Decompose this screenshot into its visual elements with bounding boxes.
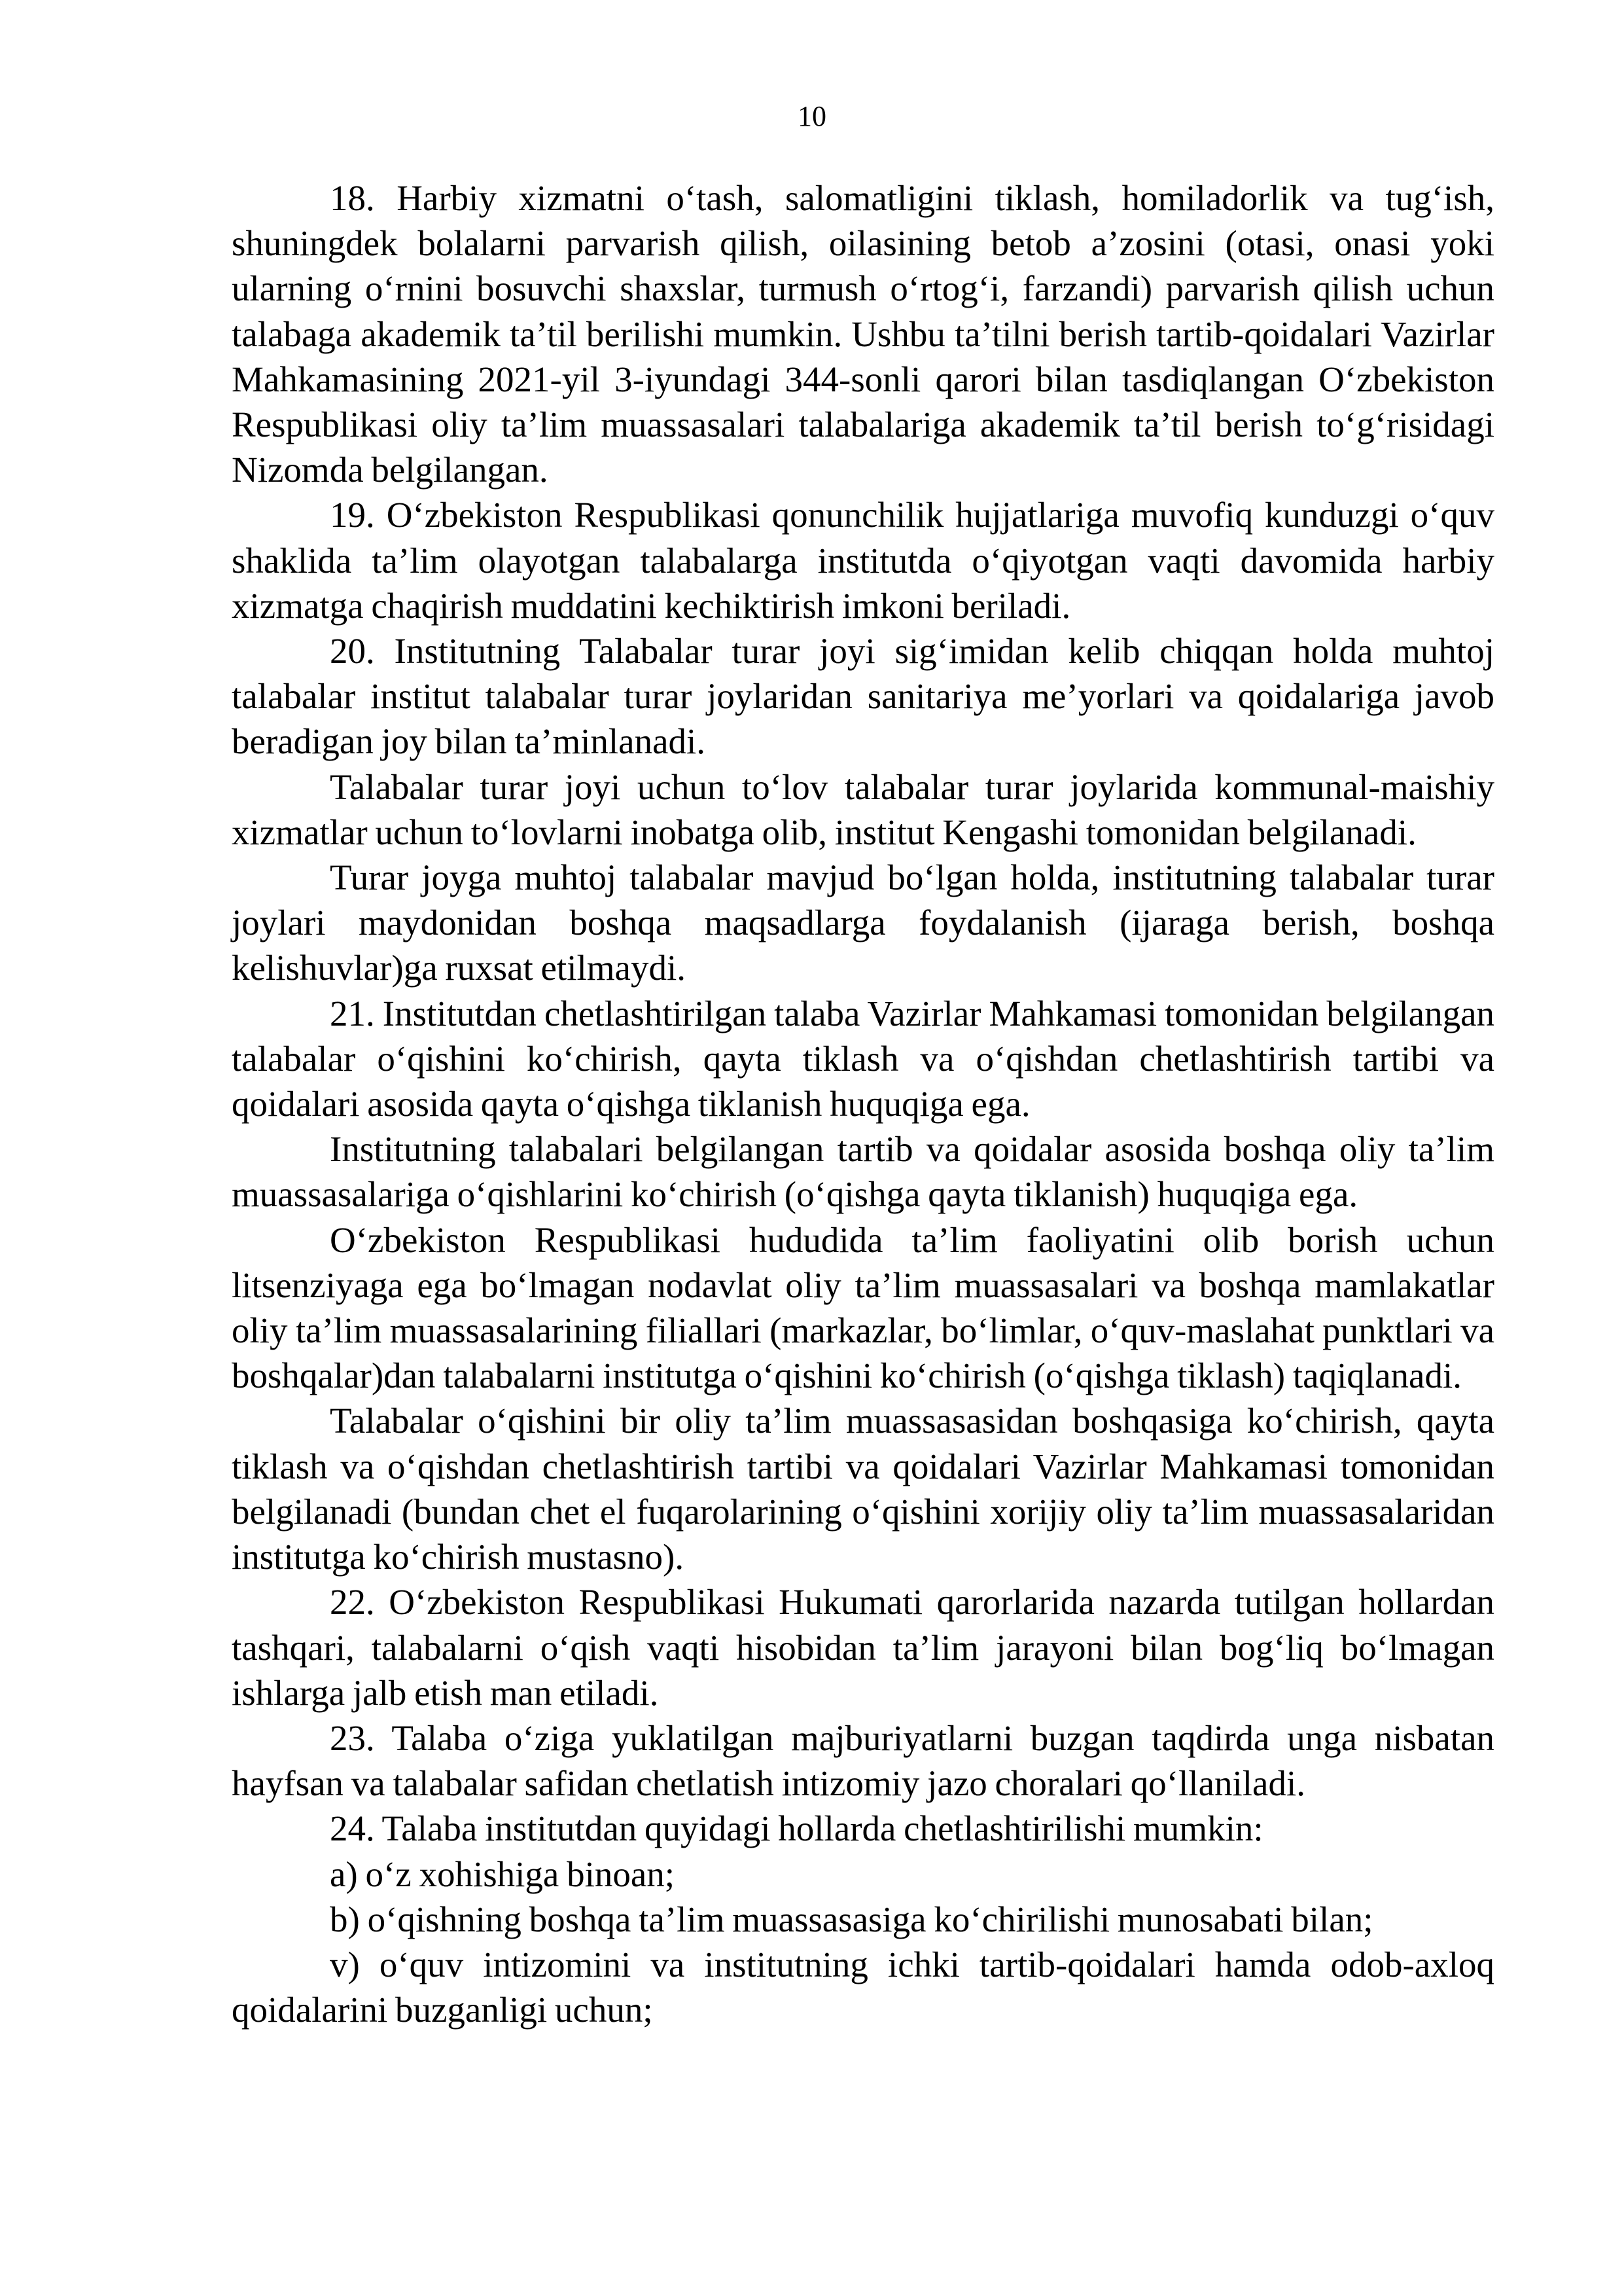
paragraph-19: 19. O‘zbekiston Respublikasi qonunchilik hujjatlariga muvofiq kunduzgi o‘quv shaklida ta’lim olayotgan talabalarga institutda o‘qiyotgan vaqti davomida harbiy xizmatga chaqirish muddatini kechiktirish imkoni beriladi. [232, 495, 1494, 626]
paragraph-24: 24. Talaba institutdan quyidagi hollarda chetlashtirilishi mumkin: [330, 1808, 1263, 1849]
paragraph-21: 21. Institutdan chetlashtirilgan talaba Vazirlar Mahkamasi tomonidan belgilangan talabalar o‘qishini ko‘chirish, qayta tiklash va o‘qishdan chetlashtirish tartibi va qoidalari asosida qayta o‘qishga tiklanish huquqiga ega. [232, 993, 1494, 1124]
list-item-b: b) o‘qishning boshqa ta’lim muassasasiga ko‘chirilishi munosabati bilan; [330, 1899, 1373, 1939]
paragraph-21-prohibition: O‘zbekiston Respublikasi hududida ta’lim faoliyatini olib borish uchun litsenziyaga ega bo‘lmagan nodavlat oliy ta’lim muassasalari va boshqa mamlakatlar oliy ta’lim muassasalarining filiallari (markazlar, bo‘limlar, o‘quv-maslahat punktlari va boshqalar)dan talabalarni institutga o‘qishini ko‘chirish (o‘qishga tiklash) taqiqlanadi. [232, 1219, 1494, 1396]
paragraph-20: 20. Institutning Talabalar turar joyi sig‘imidan kelib chiqqan holda muhtoj talabalar institut talabalar turar joylaridan sanitariya me’yorlari va qoidalariga javob beradigan joy bilan ta’minlanadi. [232, 631, 1494, 762]
paragraph-22: 22. O‘zbekiston Respublikasi Hukumati qarorlarida nazarda tutilgan hollardan tashqari, talabalarni o‘qish vaqti hisobidan ta’lim jarayoni bilan bog‘liq bo‘lmagan ishlarga jalb etish man etiladi. [232, 1582, 1494, 1713]
paragraph-21-procedure: Talabalar o‘qishini bir oliy ta’lim muassasasidan boshqasiga ko‘chirish, qayta tiklash va o‘qishdan chetlashtirish tartibi va qoidalari Vazirlar Mahkamasi tomonidan belgilanadi (bundan chet el fuqarolarining o‘qishini xorijiy oliy ta’lim muassasalaridan institutga ko‘chirish mustasno). [232, 1401, 1494, 1577]
paragraph-21-transfer-right: Institutning talabalari belgilangan tartib va qoidalar asosida boshqa oliy ta’lim muassasalariga o‘qishlarini ko‘chirish (o‘qishga qayta tiklanish) huquqiga ega. [232, 1129, 1494, 1215]
page-number: 10 [798, 100, 826, 132]
paragraph-20-housing-use: Turar joyga muhtoj talabalar mavjud bo‘lgan holda, institutning talabalar turar joylari maydonidan boshqa maqsadlarga foydalanish (ijaraga berish, boshqa kelishuvlar)ga ruxsat etilmaydi. [232, 857, 1494, 988]
list-item-a: a) o‘z xohishiga binoan; [330, 1854, 675, 1894]
paragraph-20-payment: Talabalar turar joyi uchun to‘lov talabalar turar joylarida kommunal-maishiy xizmatlar uchun to‘lovlarni inobatga olib, institut Kengashi tomonidan belgilanadi. [232, 766, 1494, 852]
list-item-v: v) o‘quv intizomini va institutning ichki tartib-qoidalari hamda odob-axloq qoidalarini buzganligi uchun; [232, 1944, 1494, 2030]
document-body [232, 175, 1494, 2032]
paragraph-18: 18. Harbiy xizmatni o‘tash, salomatligini tiklash, homiladorlik va tug‘ish, shuningdek bolalarni parvarish qilish, oilasining betob a’zosini (otasi, onasi yoki ularning o‘rnini bosuvchi shaxslar, turmush o‘rtog‘i, farzandi) parvarish qilish uchun talabaga akademik ta’til berilishi mumkin. Ushbu ta’tilni berish tartib-qoidalari Vazirlar Mahkamasining 2021-yil 3-iyundagi 344-sonli qarori bilan tasdiqlangan O‘zbekiston Respublikasi oliy ta’lim muassasalari talabalariga akademik ta’til berish to‘g‘risidagi Nizomda belgilangan. [232, 178, 1494, 490]
paragraph-23: 23. Talaba o‘ziga yuklatilgan majburiyatlarni buzgan taqdirda unga nisbatan hayfsan va talabalar safidan chetlatish intizomiy jazo choralari qo‘llaniladi. [232, 1717, 1494, 1804]
